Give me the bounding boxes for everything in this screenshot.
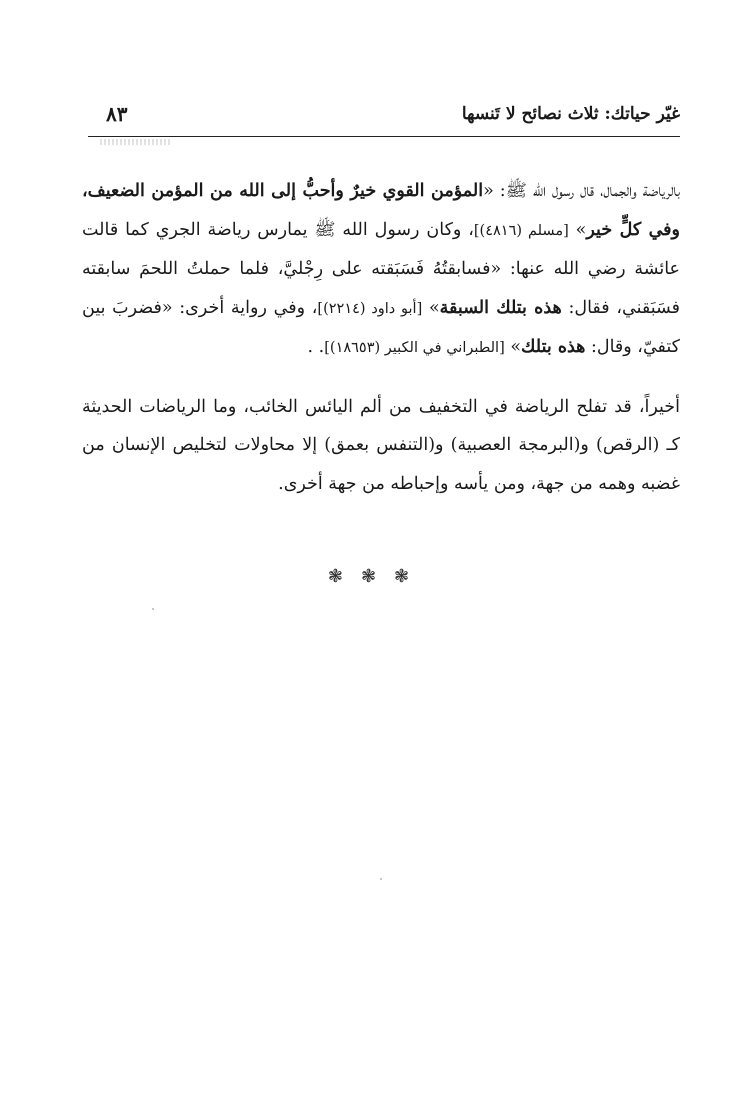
citation: [الطبراني في الكبير (١٨٦٥٣)] xyxy=(324,340,505,356)
text-run: » xyxy=(504,337,522,357)
scan-speck xyxy=(152,608,154,610)
quote-bold: هذه بتلك xyxy=(521,337,586,357)
citation: [أبو داود (٢٢١٤)] xyxy=(317,300,423,317)
page-header xyxy=(88,100,680,134)
page-number: ٨٣ xyxy=(106,102,128,126)
paragraph-2: أخيراً، قد تفلح الرياضة في التخفيف من ألم اليائس الخائب، وما الرياضات الحديثة كـ (الرقص) و(البرمجة العصبية) و(التنفس بعمق) إلا محاولات لتخليص الإنسان من غضبه وهمه من جهة، ومن يأسه وإحباطه من جهة أخرى. xyxy=(82,396,680,494)
text-run: ، وكان رسول الله ﷺ يمارس رياضة الجري كما قالت عائشة رضي الله عنها: «فسابقتُهُ فَسَبَقته على رِجْليَّ، فلما حملتُ اللحمَ سابقته فسَبَقني، فقال: xyxy=(82,219,680,318)
header-rule xyxy=(88,136,680,137)
flower-icon: ❃ xyxy=(327,566,361,587)
running-title: غيّر حياتك: ثلاث نصائح لا تَنسها xyxy=(461,104,680,124)
quote-bold: هذه بتلك السبقة xyxy=(439,297,562,318)
flower-icon: ❃ xyxy=(360,566,395,587)
scan-speck xyxy=(380,878,382,880)
citation: [مسلم (٤٨١٦)] xyxy=(473,222,569,239)
scan-smudge xyxy=(100,139,170,145)
section-ornament xyxy=(0,566,755,587)
text-run: ، وفي رواية أخرى: «فضربَ بين كتفيّ، وقال: xyxy=(82,297,680,357)
text-run: بالرياضة والجمال، قال رسول الله ﷺ: « xyxy=(483,181,681,201)
text-run: » xyxy=(568,219,587,240)
text-run: » xyxy=(422,297,440,318)
hadith-quote-bold: المؤمن القوي خيرٌ وأحبُّ إلى الله من المؤمن الضعيف، وفي كلٍّ خير xyxy=(82,181,680,240)
flower-icon: ❃ xyxy=(394,566,428,587)
text-run: . . xyxy=(307,337,325,357)
body-text xyxy=(82,172,680,503)
paragraph-1 xyxy=(82,172,680,368)
